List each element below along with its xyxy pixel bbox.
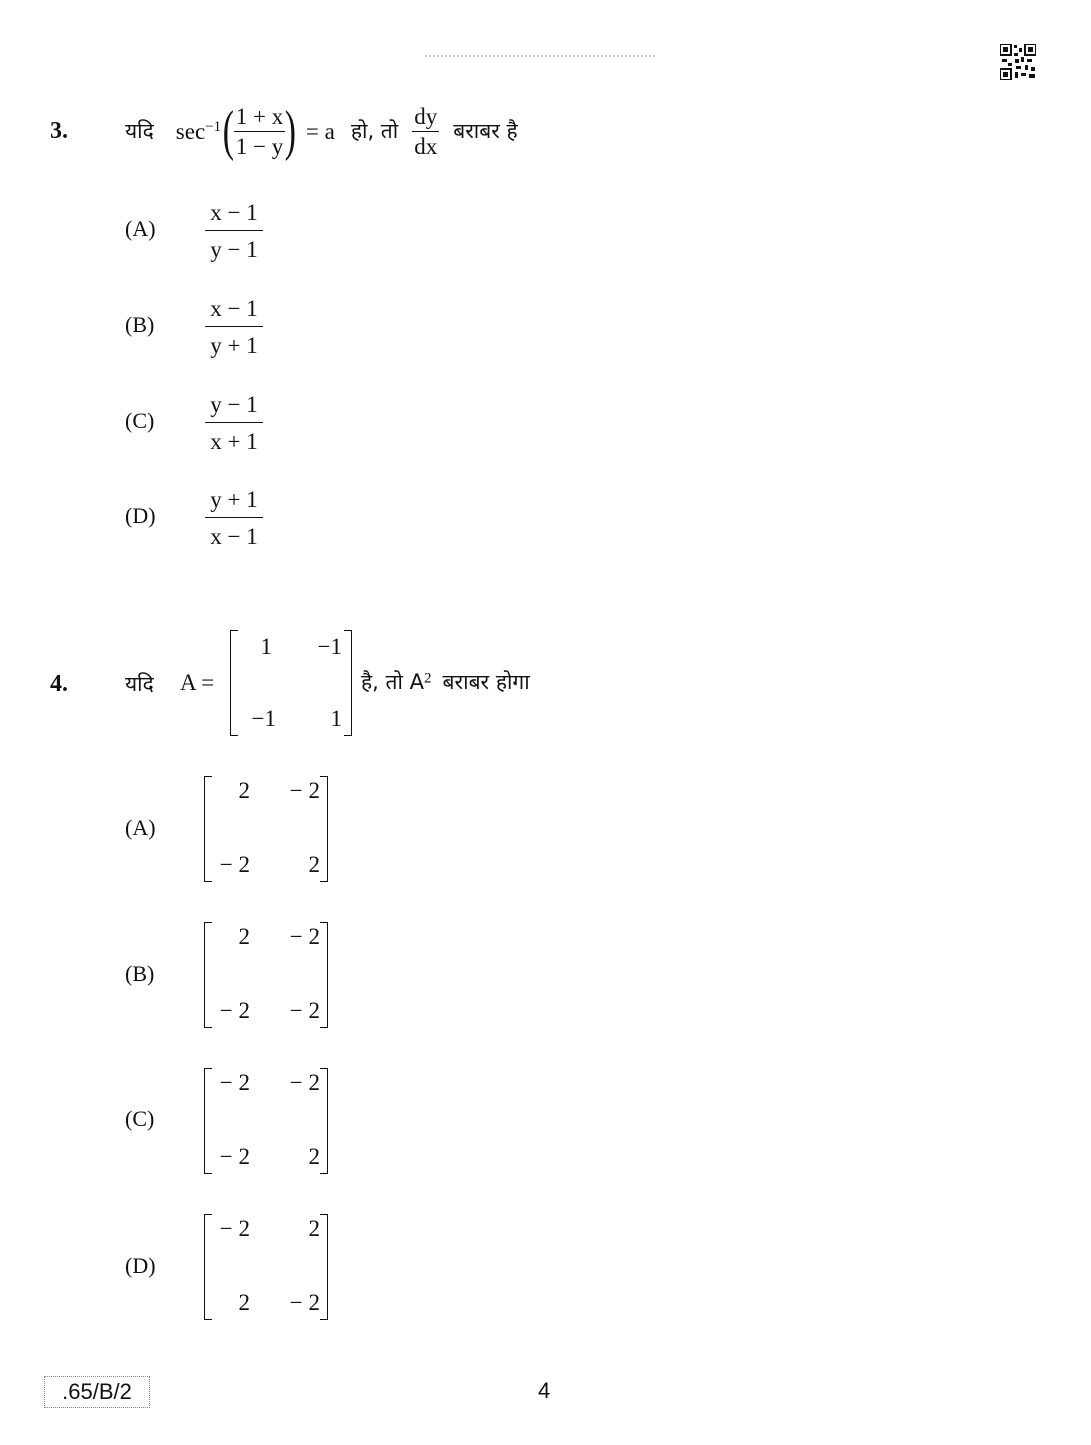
q3-arg-denominator: 1 − y xyxy=(235,133,284,159)
q4-option-a-matrix xyxy=(204,776,328,882)
q4-mid: है, तो A xyxy=(361,670,424,694)
matrix-left-bracket xyxy=(204,776,212,882)
q4-option-c-matrix xyxy=(204,1068,328,1174)
matrix-cell: − 2 xyxy=(289,1070,320,1095)
q4-matrix xyxy=(230,630,352,736)
matrix-cell: 1 xyxy=(260,634,272,659)
header-watermark-line xyxy=(425,55,655,57)
matrix-left-bracket xyxy=(204,922,212,1028)
q4-stem-tail xyxy=(361,668,530,696)
matrix-left-bracket xyxy=(204,1214,212,1320)
q3-option-b-fraction xyxy=(205,296,263,359)
matrix-left-bracket xyxy=(204,1068,212,1174)
q3-func-sup: −1 xyxy=(205,118,222,135)
q3-derivative-numerator: dy xyxy=(412,105,439,132)
q4-lhs: A = xyxy=(180,670,215,695)
q3-suffix: बराबर है xyxy=(453,118,518,143)
q3-func: sec xyxy=(175,118,206,144)
matrix-cell: 1 xyxy=(330,706,342,731)
matrix-cell: 2 xyxy=(238,778,250,803)
question-number: 3. xyxy=(50,118,68,144)
matrix-cell: − 2 xyxy=(289,998,320,1023)
matrix-cell: −1 xyxy=(317,634,342,659)
q3-mid: हो, तो xyxy=(350,118,399,143)
matrix-right-bracket xyxy=(320,1068,328,1174)
qr-code-icon xyxy=(1000,44,1036,80)
matrix-cell: − 2 xyxy=(219,998,250,1023)
matrix-cell: −1 xyxy=(251,706,276,731)
matrix-cell: − 2 xyxy=(289,924,320,949)
matrix-right-bracket xyxy=(320,776,328,882)
matrix-cell: 2 xyxy=(238,924,250,949)
question-number: 4. xyxy=(50,671,68,697)
matrix-right-bracket xyxy=(344,630,352,736)
matrix-cell: − 2 xyxy=(289,1290,320,1315)
option-denominator: y + 1 xyxy=(210,333,258,358)
option-denominator: x − 1 xyxy=(210,524,258,549)
q4-prefix: यदि xyxy=(125,672,154,696)
option-denominator: x + 1 xyxy=(210,429,258,454)
matrix-cell: − 2 xyxy=(219,852,250,877)
matrix-cell: 2 xyxy=(308,852,320,877)
q4-option-label: (C) xyxy=(125,1106,155,1131)
q3-option-label: (C) xyxy=(125,408,155,433)
matrix-cell: 2 xyxy=(308,1216,320,1241)
option-numerator: x − 1 xyxy=(205,200,263,231)
matrix-right-bracket xyxy=(320,1214,328,1320)
page-number: 4 xyxy=(538,1378,551,1403)
q3-prefix: यदि xyxy=(125,118,154,143)
option-numerator: x − 1 xyxy=(205,296,263,327)
matrix-cell: 2 xyxy=(308,1144,320,1169)
matrix-cell: − 2 xyxy=(219,1216,250,1241)
q4-option-label: (D) xyxy=(125,1253,156,1278)
q3-left-paren: ( xyxy=(222,100,235,162)
option-denominator: y − 1 xyxy=(210,237,258,262)
paper-code-box: .65/B/2 xyxy=(44,1376,150,1408)
q4-suffix: बराबर होगा xyxy=(442,670,530,694)
question-3-stem xyxy=(125,96,518,166)
q3-derivative-fraction xyxy=(412,105,439,158)
q3-argument-fraction xyxy=(234,105,285,158)
q3-option-a-fraction xyxy=(205,200,263,263)
matrix-left-bracket xyxy=(230,630,238,736)
matrix-cell: − 2 xyxy=(289,778,320,803)
q4-option-d-matrix xyxy=(204,1214,328,1320)
q3-derivative-denominator: dx xyxy=(414,133,438,159)
q4-option-label: (A) xyxy=(125,815,156,840)
q3-equals: = a xyxy=(305,118,335,144)
q4-power: 2 xyxy=(423,670,432,687)
q4-option-label: (B) xyxy=(125,961,155,986)
q3-arg-numerator: 1 + x xyxy=(234,105,285,132)
option-numerator: y − 1 xyxy=(205,392,263,423)
q3-option-label: (A) xyxy=(125,216,156,241)
q3-option-c-fraction xyxy=(205,392,263,455)
q3-option-label: (B) xyxy=(125,312,155,337)
matrix-cell: − 2 xyxy=(219,1070,250,1095)
matrix-right-bracket xyxy=(320,922,328,1028)
q4-option-b-matrix xyxy=(204,922,328,1028)
matrix-cell: − 2 xyxy=(219,1144,250,1169)
q3-option-d-fraction xyxy=(205,487,263,550)
matrix-cell: 2 xyxy=(238,1290,250,1315)
option-numerator: y + 1 xyxy=(205,487,263,518)
q3-option-label: (D) xyxy=(125,503,156,528)
q3-right-paren: ) xyxy=(284,100,297,162)
